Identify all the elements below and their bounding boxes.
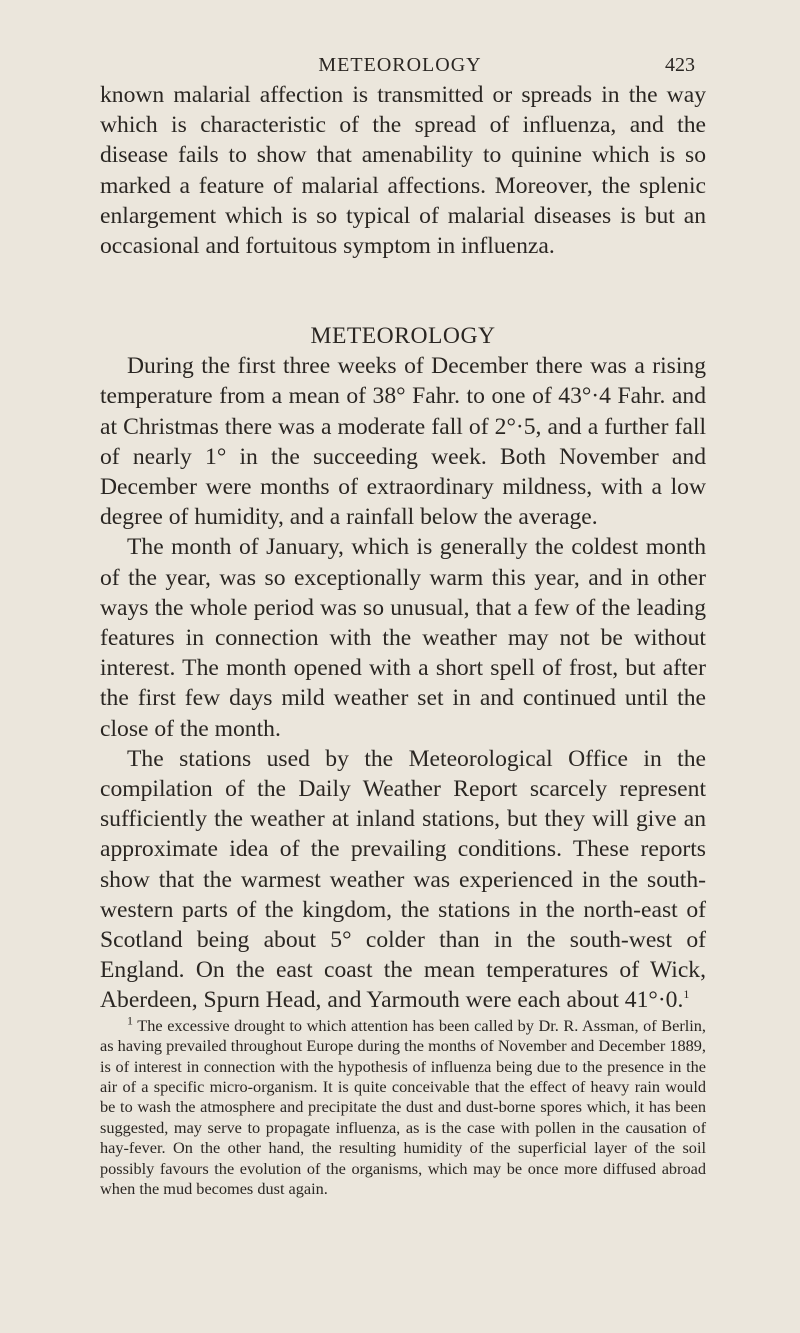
section-heading: METEOROLOGY	[310, 323, 496, 350]
page-number: 423	[665, 54, 695, 76]
intro-paragraph: known malarial affection is transmitted or spreads in the way which is characteristic of the spread of influenza, and the disease fails to show that amenability to quinine which is so marked a feature of malarial affections. Moreover, the splenic enlargement which is so typical of malarial diseases is but an occasional and fortuitous symptom in influenza.	[100, 82, 706, 260]
footnote-marker: 1	[127, 1013, 133, 1028]
paragraph-stations-text: The stations used by the Meteorological Office in the compilation of the Daily Weather Report scarcely represent sufficiently the weather at inland stations, but they will give an approximate idea of the prevailing conditions. These reports show that the warmest weather was experienced in the south-western parts of the kingdom, the stations in the north-east of Scotland being about 5° colder than in the south-west of England. On the east coast the mean temperatures of Wick, Aberdeen, Spurn Head, and Yarmouth were each about 41°·0.	[100, 745, 706, 1014]
running-title: METEOROLOGY	[318, 54, 482, 76]
paragraph-december: During the first three weeks of December there was a rising temperature from a mean of 38° Fahr. to one of 43°·4 Fahr. and at Christmas there was a moderate fall of 2°·5, and a further fall of nearly 1° in the succeeding week. Both November and December were months of extraordinary mildness, with a low degree of humidity, and a rainfall below the average.	[100, 353, 706, 531]
paragraph-january: The month of January, which is generally the coldest month of the year, was so exceptionally warm this year, and in other ways the whole period was so unusual, that a few of the leading features in connection with the weather may not be without interest. The month opened with a short spell of frost, but after the first few days mild weather set in and continued until the close of the month.	[100, 534, 706, 742]
footnote-text: The excessive drought to which attention has been called by Dr. R. Assman, of Berlin, as having prevailed throughout Europe during the months of November and December 1889, is of interest in connection with the hypothesis of influenza being due to the presence in the air of a specific micro-organism. It is quite conceivable that the effect of heavy rain would be to wash the atmosphere and precipitate the dust and dust-borne spores which, it has been suggested, may serve to propagate influenza, as is the case with pollen in the causation of hay-fever. On the other hand, the resulting humidity of the superficial layer of the soil possibly favours the evolution of the organisms, which may be once more diffused abroad when the mud becomes dust again.	[100, 1015, 707, 1198]
paragraph-stations	[100, 744, 706, 1016]
footnote	[100, 1013, 707, 1200]
footnote-reference: 1	[683, 987, 690, 1002]
page-body	[100, 80, 706, 1199]
